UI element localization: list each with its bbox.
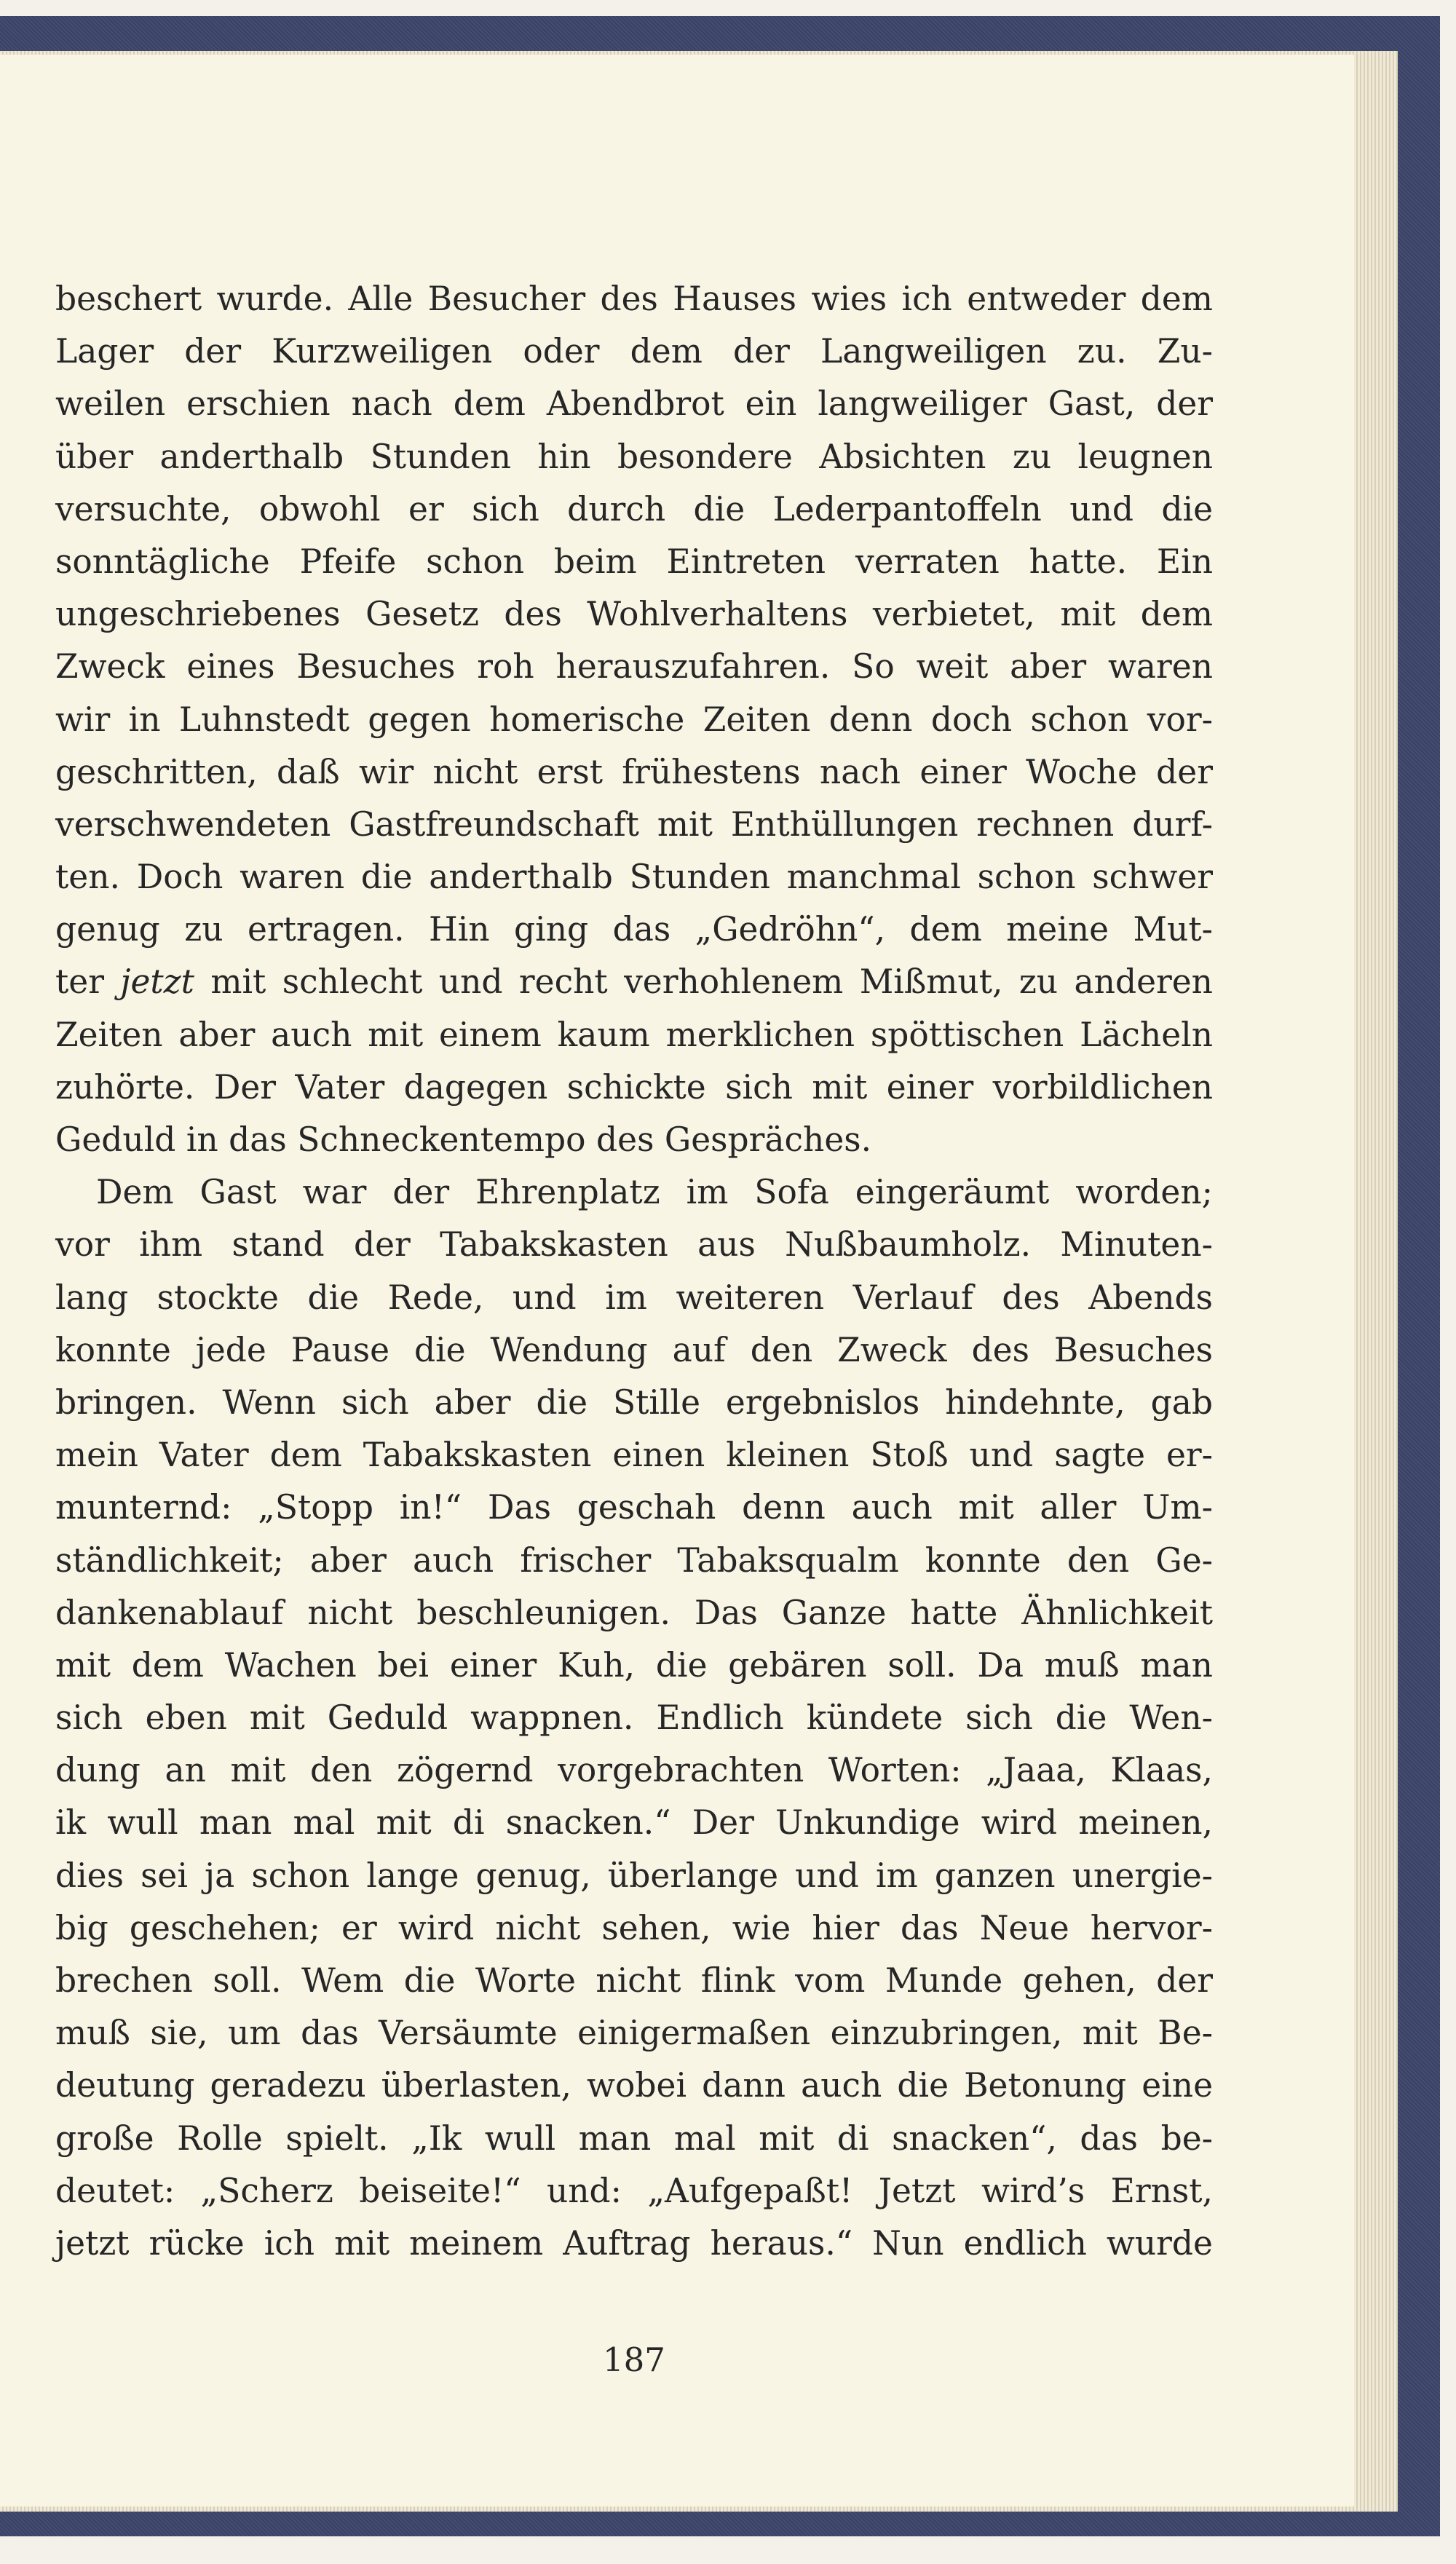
text-line: ik wull man mal mit di snacken.“ Der Unkundige wird meinen, bbox=[55, 1803, 1213, 1843]
book-page bbox=[0, 55, 1354, 2506]
text-line: mit dem Wachen bei einer Kuh, die gebären soll. Da muß man bbox=[55, 1645, 1213, 1685]
page-number: 187 bbox=[603, 2341, 665, 2379]
text-line: deutet: „Scherz beiseite!“ und: „Aufgepaßt! Jetzt wird’s Ernst, bbox=[55, 2171, 1213, 2210]
body-text bbox=[55, 273, 1213, 2270]
text-line: munternd: „Stopp in!“ Das geschah denn auch mit aller Um- bbox=[55, 1488, 1213, 1527]
text-line: mein Vater dem Tabakskasten einen kleinen Stoß und sagte er- bbox=[55, 1436, 1213, 1475]
text-line: wir in Luhnstedt gegen homerische Zeiten denn doch schon vor- bbox=[55, 700, 1213, 739]
text-line: genug zu ertragen. Hin ging das „Gedröhn“, dem meine Mut- bbox=[55, 910, 1213, 949]
text-line: zuhörte. Der Vater dagegen schickte sich mit einer vorbildlichen bbox=[55, 1067, 1213, 1107]
text-line: konnte jede Pause die Wendung auf den Zweck des Besuches bbox=[55, 1330, 1213, 1369]
text-line: große Rolle spielt. „Ik wull man mal mit di snacken“, das be- bbox=[55, 2118, 1213, 2158]
text-line: bringen. Wenn sich aber die Stille ergebnislos hindehnte, gab bbox=[55, 1382, 1213, 1422]
text-fragment: ter bbox=[55, 962, 121, 1002]
text-line: sich eben mit Geduld wappnen. Endlich kündete sich die Wen- bbox=[55, 1698, 1213, 1738]
emphasis-word: jetzt bbox=[120, 962, 194, 1002]
text-line: geschritten, daß wir nicht erst frühestens nach einer Woche der bbox=[55, 752, 1213, 791]
paragraph-end-line: Geduld in das Schneckentempo des Gespräches. bbox=[55, 1120, 872, 1159]
text-line: ungeschriebenes Gesetz des Wohlverhaltens verbietet, mit dem bbox=[55, 595, 1213, 634]
text-line bbox=[55, 956, 1213, 1008]
text-line: Zeiten aber auch mit einem kaum merklichen spöttischen Lächeln bbox=[55, 1015, 1213, 1054]
text-line: muß sie, um das Versäumte einigermaßen einzubringen, mit Be- bbox=[55, 2014, 1213, 2053]
text-line: dies sei ja schon lange genug, überlange und im ganzen unergie- bbox=[55, 1856, 1213, 1895]
text-line: dankenablauf nicht beschleunigen. Das Ganze hatte Ähnlichkeit bbox=[55, 1593, 1213, 1632]
text-line: versuchte, obwohl er sich durch die Lederpantoffeln und die bbox=[55, 489, 1213, 529]
text-line: big geschehen; er wird nicht sehen, wie hier das Neue hervor- bbox=[55, 1908, 1213, 1947]
text-line: ten. Doch waren die anderthalb Stunden manchmal schon schwer bbox=[55, 858, 1213, 897]
text-line: dung an mit den zögernd vorgebrachten Worten: „Jaaa, Klaas, bbox=[55, 1751, 1213, 1790]
text-line: brechen soll. Wem die Worte nicht flink vom Munde gehen, der bbox=[55, 1961, 1213, 2000]
text-line: Lager der Kurzweiligen oder dem der Langweiligen zu. Zu- bbox=[55, 332, 1213, 371]
text-line: jetzt rücke ich mit meinem Auftrag heraus.“ Nun endlich wurde bbox=[55, 2223, 1213, 2263]
text-line: vor ihm stand der Tabakskasten aus Nußbaumholz. Minuten- bbox=[55, 1225, 1213, 1265]
text-line: Zweck eines Besuches roh herauszufahren. So weit aber waren bbox=[55, 647, 1213, 686]
text-line: über anderthalb Stunden hin besondere Absichten zu leugnen bbox=[55, 437, 1213, 476]
text-line: sonntägliche Pfeife schon beim Eintreten verraten hatte. Ein bbox=[55, 542, 1213, 581]
text-fragment: mit schlecht und recht verhohlenem Mißmut, zu anderen bbox=[194, 962, 1213, 1002]
text-line: lang stockte die Rede, und im weiteren Verlauf des Abends bbox=[55, 1278, 1213, 1317]
text-line: weilen erschien nach dem Abendbrot ein langweiliger Gast, der bbox=[55, 384, 1213, 424]
text-line: ständlichkeit; aber auch frischer Tabaksqualm konnte den Ge- bbox=[55, 1540, 1213, 1580]
text-line: verschwendeten Gastfreundschaft mit Enthüllungen rechnen durf- bbox=[55, 804, 1213, 844]
text-line: deutung geradezu überlasten, wobei dann auch die Betonung eine bbox=[55, 2066, 1213, 2105]
text-line: beschert wurde. Alle Besucher des Hauses wies ich entweder dem bbox=[55, 280, 1213, 318]
paragraph-start-line: Dem Gast war der Ehrenplatz im Sofa eingeräumt worden; bbox=[96, 1173, 1213, 1212]
